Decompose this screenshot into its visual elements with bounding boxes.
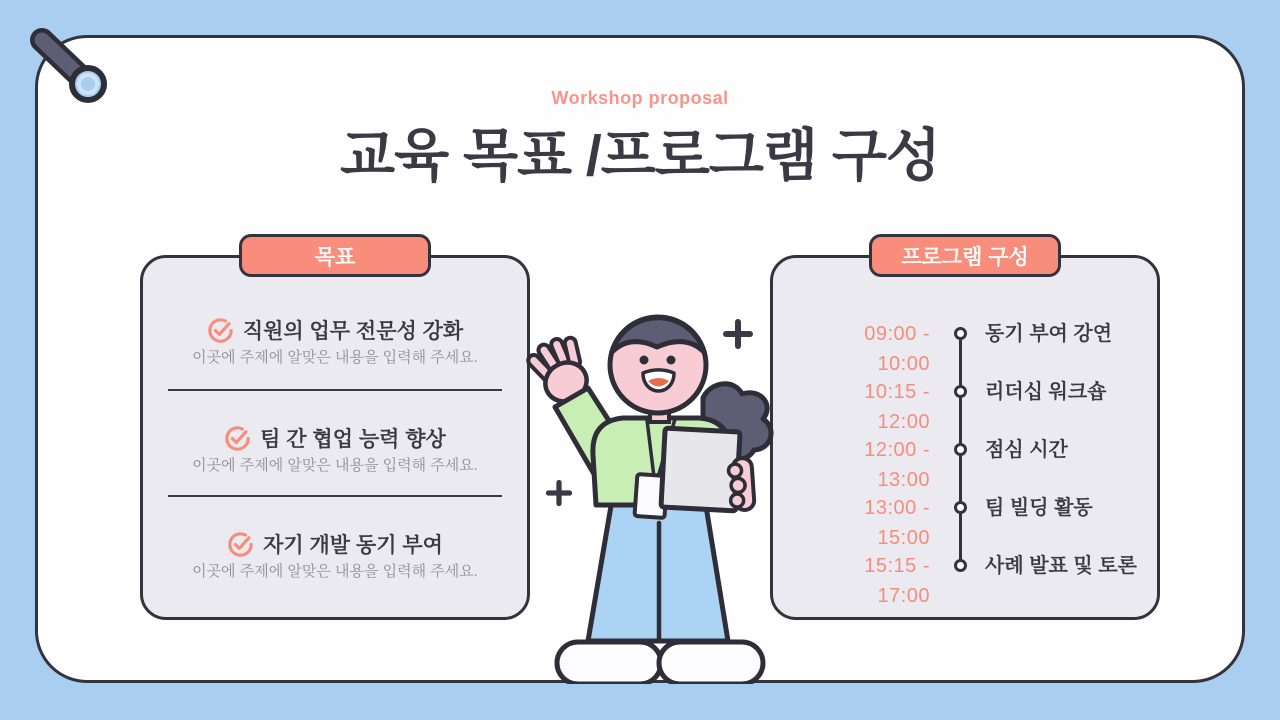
timeline-node-icon bbox=[954, 385, 967, 398]
schedule-activity: 점심 시간 bbox=[985, 439, 1068, 461]
goal-item-title bbox=[143, 423, 527, 453]
slide-eyebrow: Workshop proposal bbox=[551, 88, 729, 108]
goal-item-desc: 이곳에 주제에 알맞은 내용을 입력해 주세요. bbox=[192, 563, 478, 580]
goal-item-title-text: 직원의 업무 전문성 강화 bbox=[242, 320, 464, 343]
check-circle-icon bbox=[207, 317, 234, 344]
schedule-activity: 팀 빌딩 활동 bbox=[985, 497, 1093, 519]
schedule-row bbox=[773, 377, 1157, 433]
divider bbox=[168, 389, 502, 391]
schedule-activity: 사례 발표 및 토론 bbox=[985, 555, 1137, 577]
gripping-hand bbox=[728, 457, 755, 511]
goals-panel-header: 목표 bbox=[239, 234, 431, 277]
pants bbox=[557, 500, 763, 684]
clipboard bbox=[661, 428, 755, 511]
schedule-activity: 리더십 워크숍 bbox=[985, 381, 1107, 403]
check-circle-icon bbox=[224, 425, 251, 452]
schedule-row bbox=[773, 435, 1157, 491]
presenter-character-illustration bbox=[505, 300, 775, 684]
program-panel-header: 프로그램 구성 bbox=[869, 234, 1061, 277]
goal-item-title-text: 팀 간 협업 능력 향상 bbox=[260, 428, 446, 451]
goals-panel bbox=[140, 245, 530, 620]
schedule-time: 10:15 - 12:00 bbox=[864, 381, 930, 433]
timeline-node-icon bbox=[954, 443, 967, 456]
schedule-time: 13:00 - 15:00 bbox=[864, 497, 930, 549]
goal-item-desc: 이곳에 주제에 알맞은 내용을 입력해 주세요. bbox=[192, 457, 478, 474]
goal-item-title bbox=[143, 529, 527, 559]
page-title: 교육 목표 /프로그램 구성 bbox=[340, 124, 940, 188]
schedule-time: 15:15 - 17:00 bbox=[864, 555, 930, 607]
schedule-row bbox=[773, 551, 1157, 607]
goal-item-title bbox=[143, 315, 527, 345]
schedule-row bbox=[773, 493, 1157, 549]
schedule-activity: 동기 부여 강연 bbox=[985, 323, 1113, 345]
goal-item-desc: 이곳에 주제에 알맞은 내용을 입력해 주세요. bbox=[192, 349, 478, 366]
timeline-node-icon bbox=[954, 559, 967, 572]
schedule-row bbox=[773, 319, 1157, 375]
program-panel bbox=[770, 245, 1160, 620]
divider bbox=[168, 495, 502, 497]
check-circle-icon bbox=[227, 531, 254, 558]
face bbox=[610, 317, 706, 413]
goal-item-title-text: 자기 개발 동기 부여 bbox=[263, 534, 443, 557]
timeline-node-icon bbox=[954, 327, 967, 340]
timeline-node-icon bbox=[954, 501, 967, 514]
schedule-time: 09:00 - 10:00 bbox=[864, 323, 930, 375]
schedule-time: 12:00 - 13:00 bbox=[864, 439, 930, 491]
